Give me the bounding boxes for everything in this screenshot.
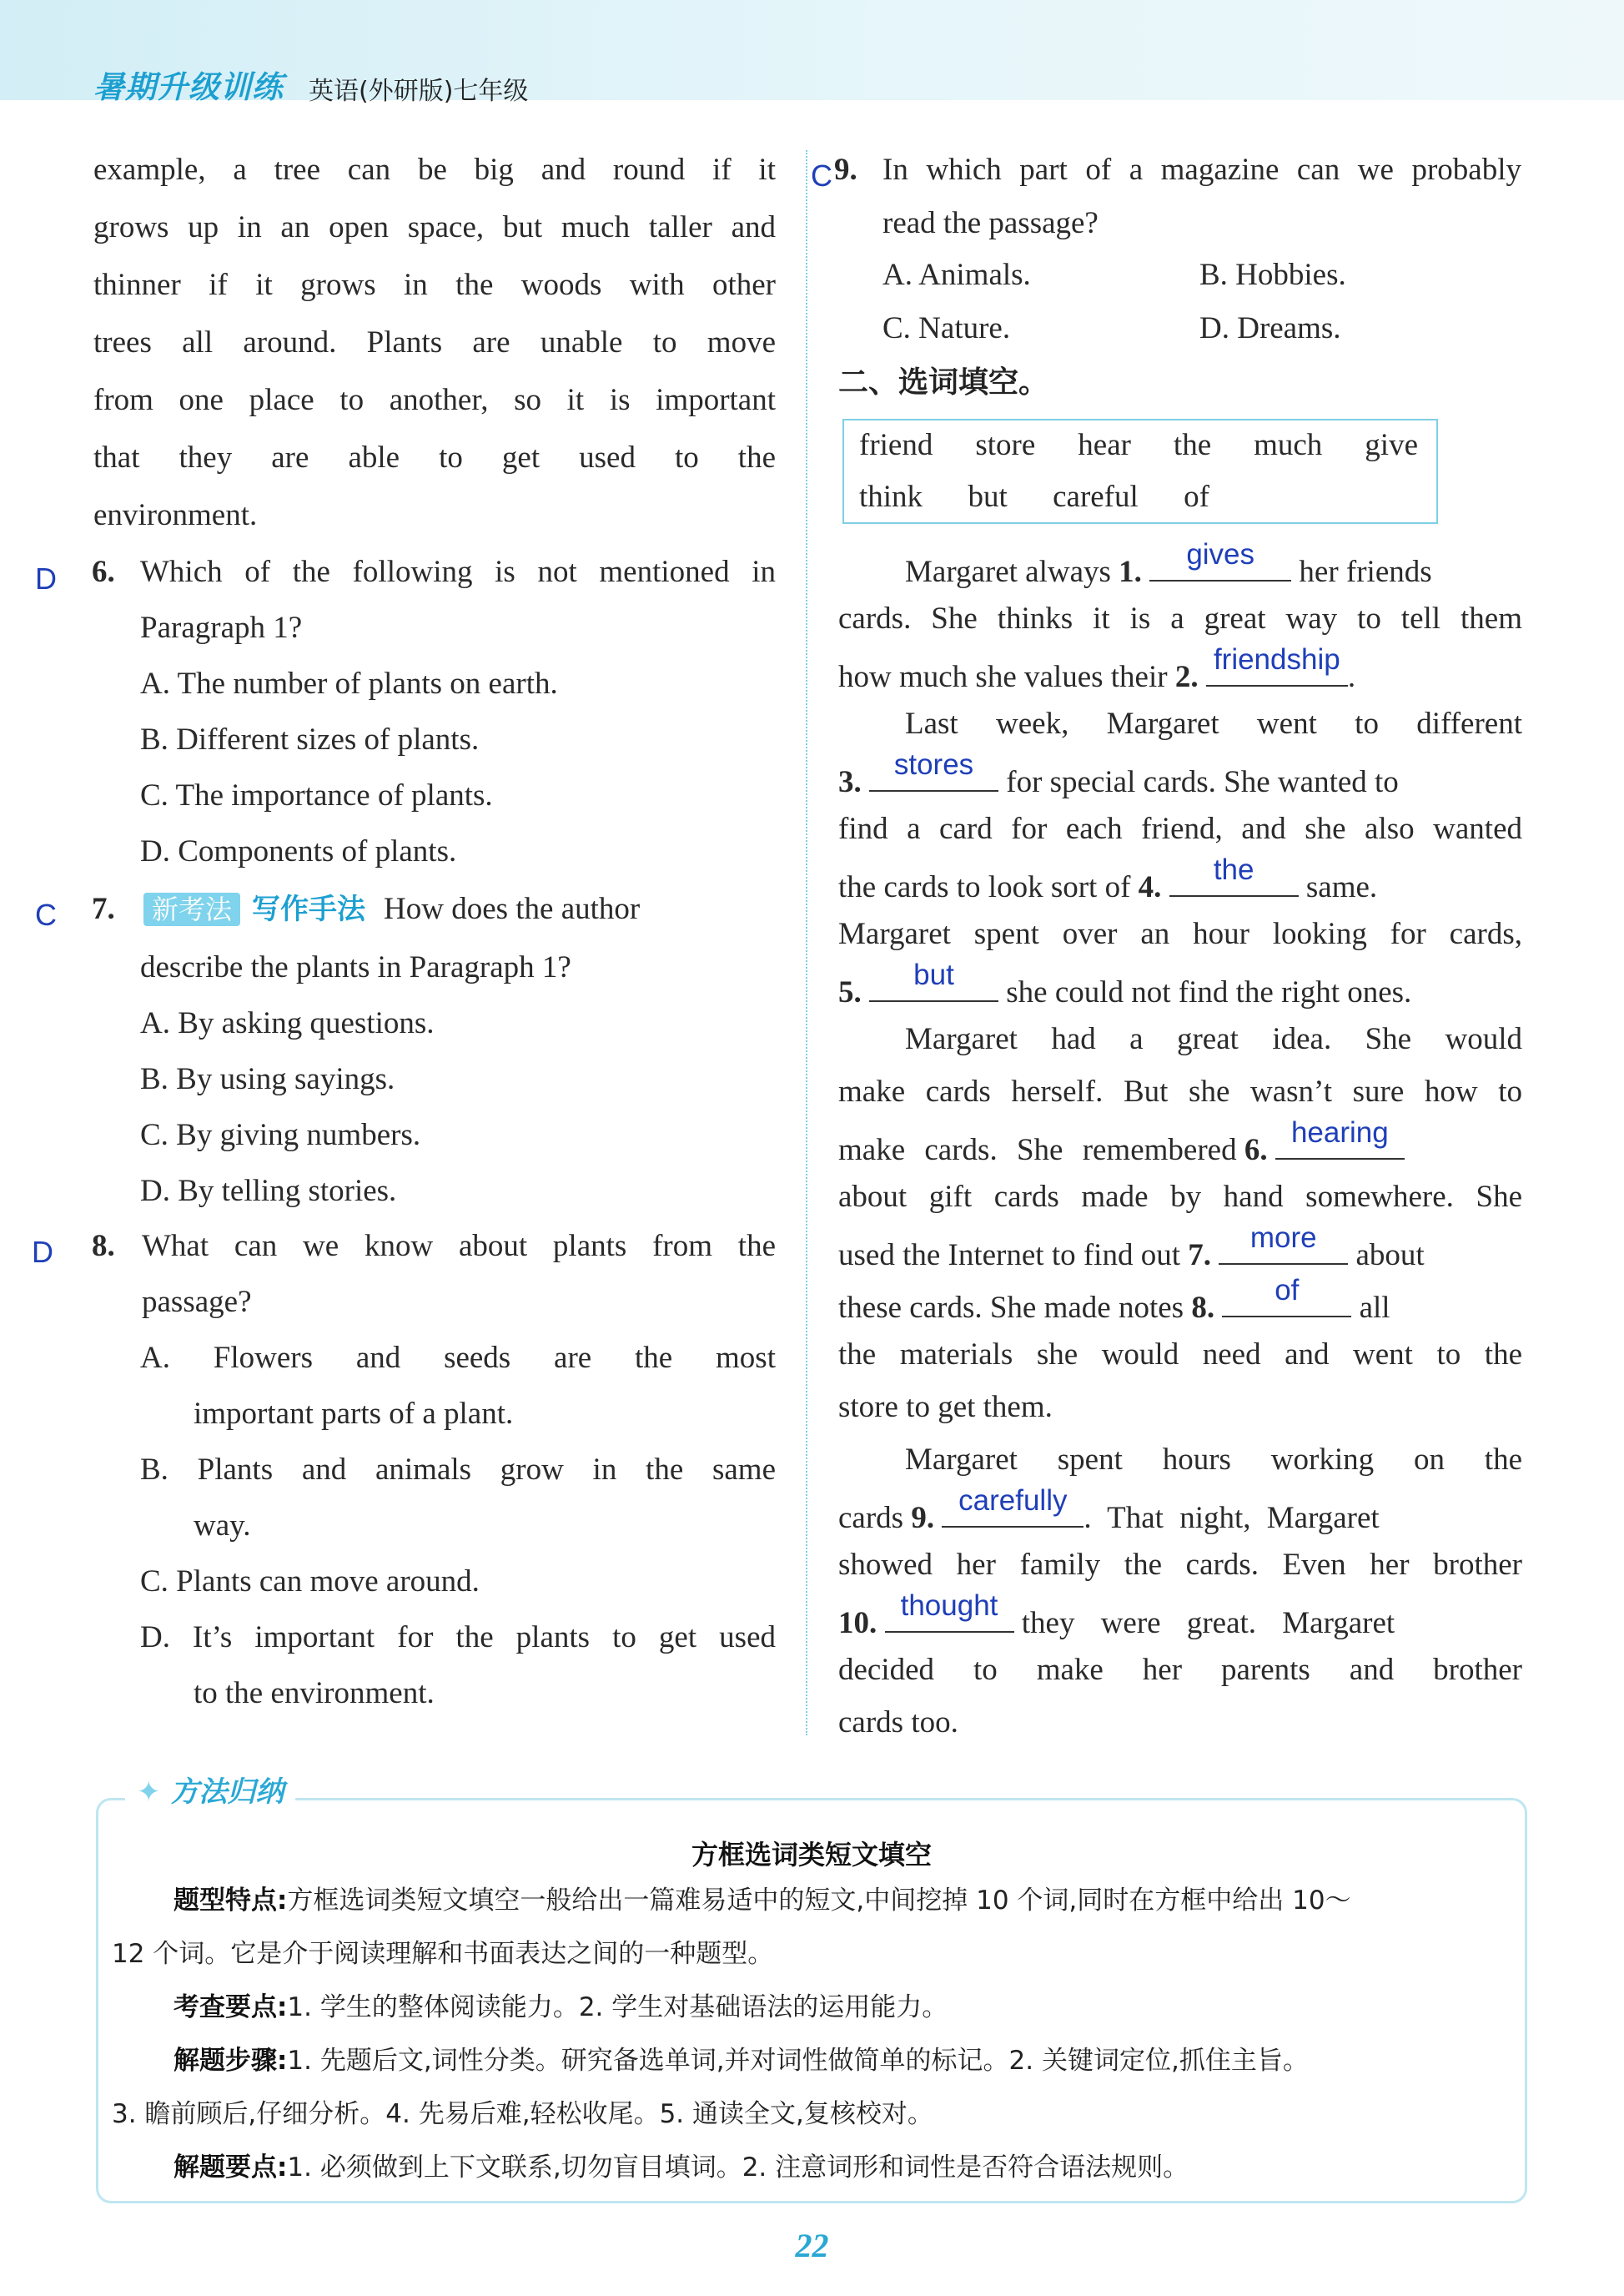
answer-mark-q8: D	[32, 1235, 53, 1269]
option-d: D. It’s important for the plants to get used	[140, 1620, 776, 1654]
passage-line: thinner if it grows in the woods with other	[93, 268, 776, 302]
passage-line: grows up in an open space, but much taller and	[93, 210, 776, 244]
blank-9[interactable]	[942, 1484, 1084, 1528]
blank-answer: stores	[893, 748, 974, 781]
word-box	[842, 419, 1438, 524]
method-line	[173, 2042, 1309, 2079]
blank-number: 1.	[1119, 555, 1142, 589]
word-option: careful	[1053, 480, 1139, 514]
blank-10[interactable]	[885, 1589, 1014, 1633]
cloze-line: make cards herself. But she wasn’t sure how to	[838, 1075, 1522, 1109]
cloze-line	[838, 1221, 1425, 1276]
option-c: C. Nature.	[882, 311, 1011, 345]
option-a: A. Flowers and seeds are the most	[140, 1341, 776, 1375]
question-number: 8.	[92, 1229, 115, 1263]
blank-number: 2.	[1174, 660, 1199, 694]
blank-6[interactable]	[1275, 1116, 1405, 1160]
method-summary-box	[96, 1798, 1527, 2203]
answer-mark-q6: D	[35, 561, 57, 596]
cloze-text: these cards. She made notes	[838, 1291, 1184, 1325]
cloze-text: make cards. She remembered	[838, 1133, 1237, 1167]
cloze-line	[838, 853, 1378, 908]
blank-number: 8.	[1191, 1291, 1215, 1325]
blank-number: 10.	[838, 1606, 877, 1640]
word-box-row	[859, 427, 1418, 463]
blank-answer: carefully	[958, 1484, 1068, 1517]
option-b: B. By using sayings.	[140, 1062, 395, 1096]
method-label: 考查要点:	[173, 1992, 288, 2022]
option-c: C. Plants can move around.	[140, 1564, 480, 1599]
word-option: much	[1254, 428, 1323, 462]
cloze-line: Margaret had a great idea. She would	[905, 1022, 1522, 1056]
answer-mark-q9: C	[811, 159, 832, 193]
method-text: 1. 学生的整体阅读能力。2. 学生对基础语法的运用能力。	[287, 1992, 948, 2022]
blank-number: 3.	[838, 765, 862, 799]
method-tab-label	[125, 1769, 295, 1810]
writing-method-tag: 写作手法	[252, 893, 366, 926]
cloze-line: find a card for each friend, and she also wanted	[838, 812, 1522, 846]
cloze-line: showed her family the cards. Even her brother	[838, 1548, 1522, 1582]
question-number: 7.	[92, 892, 115, 926]
blank-answer: the	[1213, 853, 1254, 886]
method-line: 12 个词。它是介于阅读理解和书面表达之间的一种题型。	[112, 1939, 774, 1969]
answer-mark-q7: C	[35, 898, 57, 932]
blank-4[interactable]	[1169, 853, 1299, 897]
section-title: 二、选词填空。	[838, 365, 1049, 400]
blank-7[interactable]	[1219, 1221, 1348, 1265]
blank-1[interactable]	[1149, 538, 1291, 582]
passage-line: trees all around. Plants are unable to move	[93, 325, 776, 360]
question-number: 9.	[834, 153, 857, 187]
method-line	[173, 1882, 1351, 1919]
word-option: store	[975, 428, 1036, 462]
option-a-cont: important parts of a plant.	[194, 1397, 514, 1431]
blank-number: 6.	[1244, 1133, 1268, 1167]
cloze-text: for special cards. She wanted to	[1006, 765, 1399, 799]
word-box-row	[859, 479, 1209, 515]
blank-answer: hearing	[1290, 1116, 1389, 1149]
word-option: friend	[859, 428, 933, 462]
word-option: of	[1184, 480, 1209, 514]
blank-answer: of	[1275, 1274, 1300, 1307]
method-tab-text: 方法归纳	[170, 1775, 284, 1809]
column-divider	[806, 150, 807, 1735]
option-d: D. By telling stories.	[140, 1174, 397, 1208]
cloze-line: Last week, Margaret went to different	[905, 707, 1522, 741]
cloze-text: she could not find the right ones.	[1006, 975, 1412, 1010]
cloze-line	[838, 1274, 1390, 1328]
blank-answer: thought	[900, 1589, 998, 1622]
question-stem-row	[143, 889, 640, 929]
option-b-cont: way.	[194, 1508, 251, 1543]
question-stem: passage?	[142, 1285, 252, 1319]
cloze-line: cards. She thinks it is a great way to tell them	[838, 602, 1522, 636]
cloze-line	[838, 643, 1356, 697]
blank-number: 4.	[1138, 870, 1162, 904]
method-line: 3. 瞻前顾后,仔细分析。4. 先易后难,轻松收尾。5. 通读全文,复核校对。	[112, 2099, 933, 2129]
blank-number: 5.	[838, 975, 862, 1010]
blank-2[interactable]	[1206, 643, 1348, 687]
cloze-text: they were great. Margaret	[1021, 1606, 1395, 1640]
passage-line: example, a tree can be big and round if it	[93, 153, 776, 187]
cloze-text: how much she values their	[838, 660, 1168, 694]
cloze-line: decided to make her parents and brother	[838, 1653, 1522, 1687]
page-header	[0, 0, 1624, 106]
blank-answer: friendship	[1213, 643, 1340, 676]
blank-answer: but	[913, 959, 954, 991]
question-stem: Paragraph 1?	[140, 611, 303, 645]
brand-logo: 暑期升级训练	[93, 69, 284, 105]
blank-3[interactable]	[869, 748, 998, 792]
word-option: hear	[1078, 428, 1131, 462]
cloze-line: the materials she would need and went to the	[838, 1337, 1522, 1372]
option-d: D. Dreams.	[1199, 311, 1341, 345]
question-number: 6.	[92, 555, 115, 589]
page-number: 22	[795, 2227, 829, 2264]
question-stem: describe the plants in Paragraph 1?	[140, 950, 571, 984]
word-option: the	[1173, 428, 1212, 462]
cloze-line: Margaret spent hours working on the	[905, 1443, 1522, 1477]
blank-number: 7.	[1188, 1238, 1211, 1272]
method-title: 方框选词类短文填空	[691, 1839, 932, 1871]
cloze-line	[838, 748, 1399, 803]
cloze-text: . That night, Margaret	[1084, 1501, 1380, 1535]
method-label: 解题步骤:	[173, 2046, 288, 2076]
cloze-text: same.	[1305, 870, 1378, 904]
cloze-line: Margaret spent over an hour looking for cards,	[838, 917, 1522, 951]
blank-answer: gives	[1186, 538, 1255, 571]
cloze-line	[838, 1116, 1405, 1171]
passage-line: environment.	[93, 498, 258, 532]
method-label: 题型特点:	[173, 1886, 288, 1916]
cloze-line: about gift cards made by hand somewhere. She	[838, 1180, 1522, 1214]
method-text: 方框选词类短文填空一般给出一篇难易适中的短文,中间挖掉 10 个词,同时在方框中给出 10～	[287, 1886, 1351, 1916]
cloze-text: used the Internet to find out	[838, 1238, 1180, 1272]
question-stem: Which of the following is not mentioned in	[140, 555, 776, 589]
cloze-text: Margaret always	[905, 555, 1111, 589]
method-line	[173, 2149, 1189, 2186]
cloze-text: .	[1347, 660, 1356, 694]
option-d: D. Components of plants.	[140, 834, 457, 869]
sparkle-icon: ✦	[137, 1775, 161, 1809]
method-label: 解题要点:	[173, 2152, 288, 2183]
cloze-line	[838, 1484, 1380, 1538]
cloze-text: the cards to look sort of	[838, 870, 1131, 904]
word-option: but	[968, 480, 1008, 514]
question-stem: In which part of a magazine can we probably	[882, 153, 1521, 187]
cloze-line	[905, 538, 1432, 592]
new-exam-tag: 新考法	[143, 893, 240, 926]
cloze-text: all	[1359, 1291, 1390, 1325]
cloze-line	[838, 959, 1412, 1013]
blank-5[interactable]	[869, 959, 998, 1002]
cloze-line: store to get them.	[838, 1390, 1053, 1424]
option-b: B. Plants and animals grow in the same	[140, 1453, 776, 1487]
passage-line: that they are able to get used to the	[93, 441, 776, 475]
cloze-text: cards	[838, 1501, 904, 1535]
cloze-text: about	[1355, 1238, 1425, 1272]
question-stem: What can we know about plants from the	[142, 1229, 776, 1263]
question-stem: How does the author	[384, 892, 641, 926]
method-line	[173, 1989, 948, 2026]
option-a: A. The number of plants on earth.	[140, 667, 558, 701]
option-c: C. By giving numbers.	[140, 1118, 421, 1152]
option-b: B. Different sizes of plants.	[140, 723, 480, 757]
subject-title: 英语(外研版)七年级	[309, 77, 529, 106]
option-d-cont: to the environment.	[194, 1676, 435, 1710]
option-c: C. The importance of plants.	[140, 778, 493, 813]
cloze-line	[838, 1589, 1395, 1644]
question-stem: read the passage?	[882, 206, 1099, 240]
word-option: give	[1365, 428, 1418, 462]
blank-answer: more	[1249, 1221, 1317, 1254]
method-text: 1. 先题后文,词性分类。研究备选单词,并对词性做简单的标记。2. 关键词定位,抓住主旨。	[287, 2046, 1309, 2076]
option-a: A. By asking questions.	[140, 1006, 435, 1040]
method-text: 1. 必须做到上下文联系,切勿盲目填词。2. 注意词形和词性是否符合语法规则。	[287, 2152, 1189, 2183]
cloze-text: her friends	[1299, 555, 1432, 589]
blank-number: 9.	[911, 1501, 935, 1535]
blank-8[interactable]	[1222, 1274, 1351, 1317]
passage-line: from one place to another, so it is important	[93, 383, 776, 417]
cloze-line: cards too.	[838, 1705, 958, 1740]
option-a: A. Animals.	[882, 258, 1031, 292]
option-b: B. Hobbies.	[1199, 258, 1346, 292]
word-option: think	[859, 480, 923, 514]
